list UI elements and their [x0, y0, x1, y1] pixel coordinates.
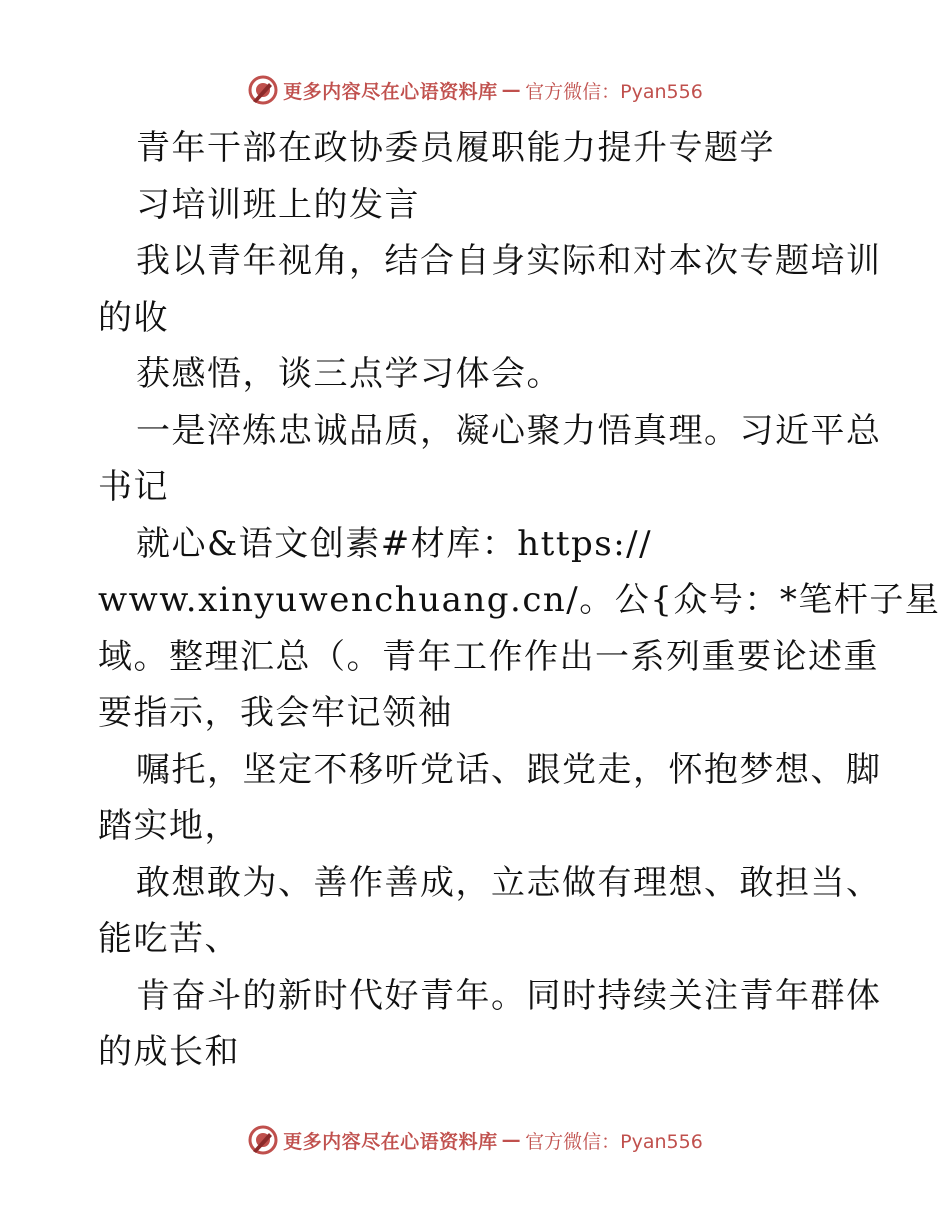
- paragraph-line: 书记: [98, 467, 169, 507]
- paragraph-line: 要指示，我会牢记领袖: [98, 693, 453, 733]
- footer-banner: [0, 1120, 950, 1160]
- paragraph-line: 获感悟，谈三点学习体会。: [136, 354, 562, 394]
- paragraph-line: 一是淬炼忠诚品质，凝心聚力悟真理。习近平总: [136, 410, 882, 451]
- paragraph-line: 敢想敢为、善作善成，立志做有理想、敢担当、: [136, 862, 882, 903]
- footer-banner-dash: —: [501, 1129, 522, 1151]
- header-banner-dash: —: [501, 79, 522, 101]
- footer-banner-text: 更多内容尽在心语资料库: [283, 1130, 498, 1153]
- doc-title-line-2: 习培训班上的发言: [136, 184, 420, 225]
- pen-seal-logo-icon: [247, 74, 279, 106]
- footer-banner-wechat: 官方微信：Pyan556: [525, 1130, 703, 1153]
- header-banner-wechat: 官方微信：Pyan556: [525, 80, 703, 103]
- paragraph-line: 的成长和: [98, 1032, 240, 1072]
- paragraph-line: 嘱托，坚定不移听党话、跟党走，怀抱梦想、脚: [136, 749, 882, 790]
- header-banner: [0, 70, 950, 110]
- paragraph-line: 能吃苦、: [98, 919, 240, 959]
- paragraph-line: 踏实地，: [98, 806, 240, 846]
- paragraph-line: 就心&语文创素#材库：https://: [136, 523, 653, 564]
- paragraph-line: www.xinyuwenchuang.cn/。公{众号：*笔杆子星: [98, 580, 941, 620]
- document-body: [98, 120, 941, 1081]
- header-banner-text: 更多内容尽在心语资料库: [283, 80, 498, 103]
- pen-seal-logo-icon: [247, 1124, 279, 1156]
- doc-title-line-1: 青年干部在政协委员履职能力提升专题学: [136, 128, 775, 168]
- paragraph-line: 我以青年视角，结合自身实际和对本次专题培训: [136, 241, 882, 281]
- paragraph-line: 肯奋斗的新时代好青年。同时持续关注青年群体: [136, 975, 882, 1016]
- paragraph-line: 域。整理汇总（。青年工作作出一系列重要论述重: [98, 636, 879, 677]
- paragraph-line: 的收: [98, 297, 169, 338]
